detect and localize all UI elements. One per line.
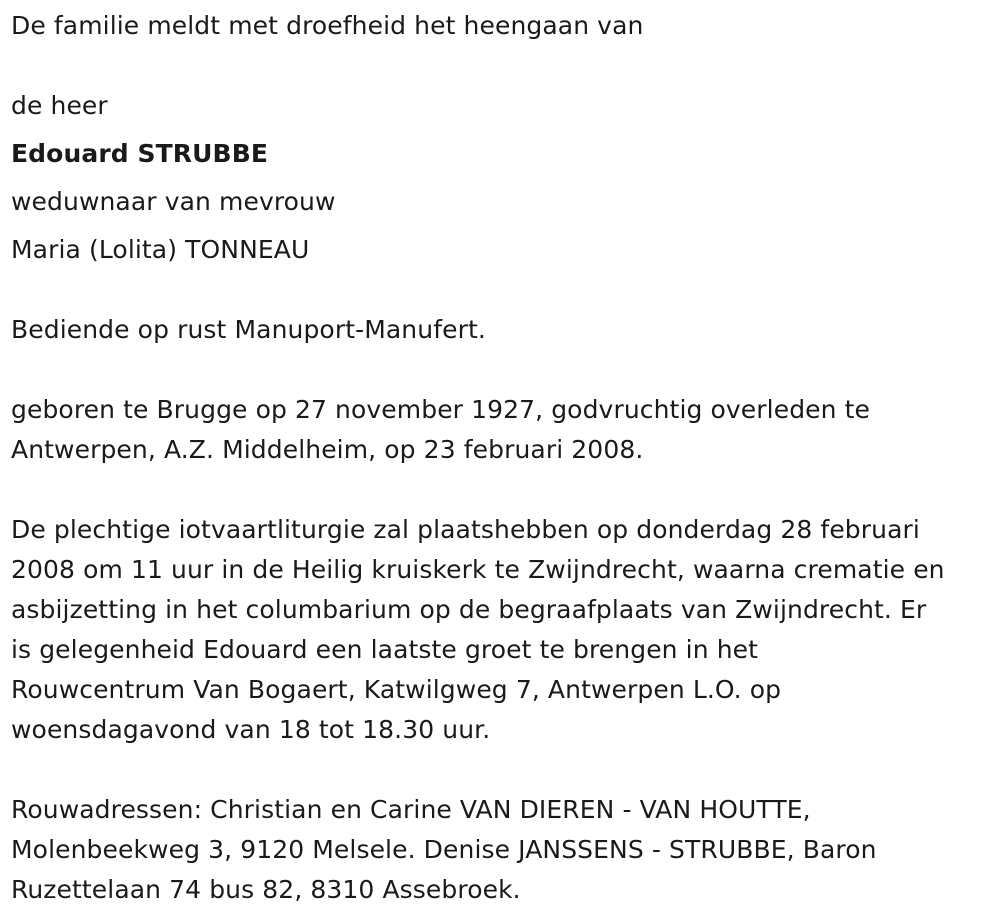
paragraph-line: Antwerpen, A.Z. Middelheim, op 23 februari 2008. <box>11 435 644 464</box>
deceased-name: Edouard STRUBBE <box>11 139 269 168</box>
salutation: de heer <box>11 91 108 120</box>
birth-death-paragraph <box>11 390 991 470</box>
paragraph-line: De plechtige iotvaartliturgie zal plaatshebben op donderdag 28 februari <box>11 515 920 544</box>
occupation: Bediende op rust Manuport-Manufert. <box>11 315 486 344</box>
mourning-addresses-paragraph <box>11 790 991 910</box>
paragraph-line: geboren te Brugge op 27 november 1927, godvruchtig overleden te <box>11 395 871 424</box>
paragraph-line: woensdagavond van 18 tot 18.30 uur. <box>11 715 491 744</box>
paragraph-line: 2008 om 11 uur in de Heilig kruiskerk te Zwijndrecht, waarna crematie en <box>11 555 945 584</box>
paragraph-line: Rouwcentrum Van Bogaert, Katwilgweg 7, Antwerpen L.O. op <box>11 675 782 704</box>
obituary-notice <box>11 6 991 910</box>
paragraph-line: Molenbeekweg 3, 9120 Melsele. Denise JANSSENS - STRUBBE, Baron <box>11 835 877 864</box>
paragraph-line: is gelegenheid Edouard een laatste groet te brengen in het <box>11 635 759 664</box>
paragraph-line: Ruzettelaan 74 bus 82, 8310 Assebroek. <box>11 875 521 904</box>
paragraph-line: Rouwadressen: Christian en Carine VAN DIEREN - VAN HOUTTE, <box>11 795 811 824</box>
spouse-name: Maria (Lolita) TONNEAU <box>11 235 310 264</box>
widower-line: weduwnaar van mevrouw <box>11 187 336 216</box>
paragraph-line: asbijzetting in het columbarium op de begraafplaats van Zwijndrecht. Er <box>11 595 927 624</box>
ceremony-paragraph <box>11 510 991 750</box>
intro-text: De familie meldt met droefheid het heengaan van <box>11 11 644 40</box>
